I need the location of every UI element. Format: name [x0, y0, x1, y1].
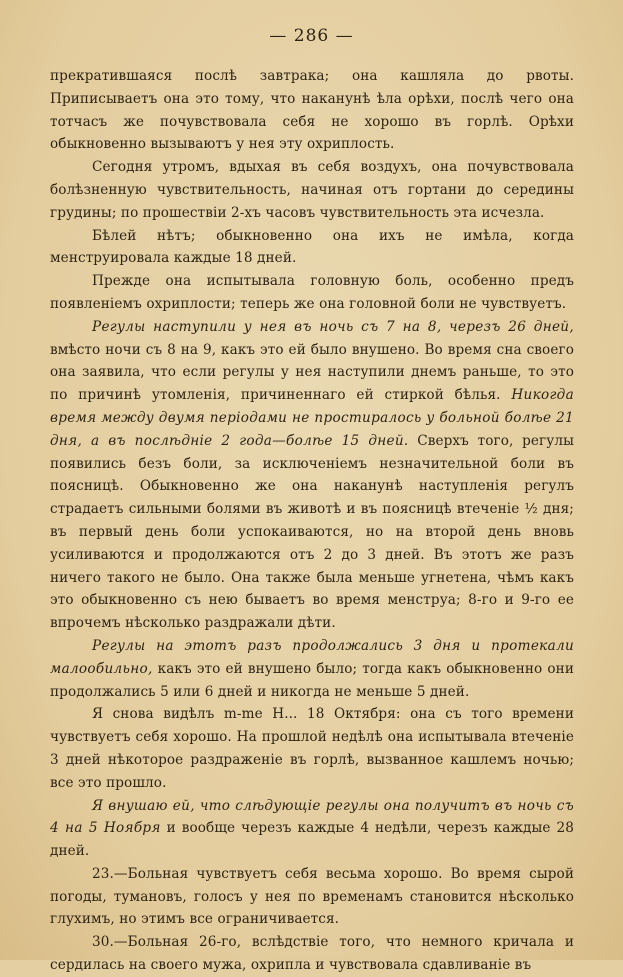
text-segment: вмѣсто ночи съ 8 на 9, какъ это ей было внушено. Во время сна своего она заявила, что если регулы у нея наступили днемъ раньше, то это по причинѣ утомленія, причиненнаго ей стиркой бѣлья. [50, 341, 574, 404]
paragraph [50, 635, 574, 703]
paragraph [50, 225, 574, 271]
paragraph [50, 270, 574, 316]
italic-text-segment: Регулы наступили у нея въ ночь съ 7 на 8, черезъ 26 дней, [92, 318, 574, 335]
text-segment: 23.—Больная чувствуетъ себя весьма хорошо. Во время сырой погоды, тумановъ, голосъ у нея по временамъ становится нѣсколько глухимъ, но этимъ все ограничивается. [50, 865, 574, 928]
italic-text-segment: Я внушаю ей, что слѣдующіе регулы она получитъ въ ночь съ 4 на 5 Ноября [50, 797, 574, 837]
text-segment: Сегодня утромъ, вдыхая въ себя воздухъ, она почувствовала болѣзненную чувствительность, начиная отъ гортани до середины грудины; по прошествіи 2-хъ часовъ чувствительность эта исчезла. [50, 159, 574, 221]
paragraph [50, 316, 574, 635]
italic-text-segment: Регулы на этотъ разъ продолжались 3 дня и протекали малообильно, [50, 637, 574, 677]
paragraph [50, 795, 574, 863]
text-segment: прекратившаяся послѣ завтрака; она кашляла до рвоты. Приписываетъ она это тому, что наканунѣ ѣла орѣхи, послѣ чего она тотчасъ же почувствовала себя не хорошо въ горлѣ. Орѣхи обыкновенно вызываютъ у нея эту охриплость. [50, 68, 574, 153]
paragraph [50, 65, 574, 156]
paragraph [50, 863, 574, 931]
paragraph [50, 156, 574, 224]
text-segment: какъ это ей внушено было; тогда какъ обыкновенно они продолжались 5 или 6 дней и никогда не меньше 5 дней. [50, 660, 574, 700]
paragraph [50, 931, 574, 977]
body-text [50, 65, 574, 977]
text-segment: Я снова видѣлъ m-me H... 18 Октября: она съ того времени чувствуетъ себя хорошо. На прошлой недѣлѣ она испытывала втеченіе 3 дней нѣкоторое раздраженіе въ горлѣ, вызванное кашлемъ ночью; все это прошло. [50, 706, 574, 791]
italic-text-segment: Никогда время между двумя періодами не простиралось у больной болѣе 21 дня, а въ послѣдніе 2 года—болѣе 15 дней. [50, 387, 574, 449]
text-segment: Сверхъ того, регулы появились безъ боли, за исключеніемъ незначительной боли въ поясницѣ. Обыкновенно же она наканунѣ наступленія регулъ страдаетъ сильными болями въ животѣ и въ поясницѣ втеченіе ½ дня; въ первый день боли успокаиваются, но на второй день вновь усиливаются и продолжаются отъ 2 до 3 дней. Въ этотъ же разъ ничего такого не было. Она также была меньше угнетена, чѣмъ какъ это обыкновенно съ нею бываетъ во время менструа; 8-го и 9-го ее впрочемъ нѣсколько раздражали дѣти. [50, 432, 575, 632]
paragraph [50, 703, 574, 794]
text-segment: Бѣлей нѣтъ; обыкновенно она ихъ не имѣла, когда менструировала каждые 18 дней. [50, 227, 574, 267]
page-number: — 286 — [269, 26, 354, 46]
text-segment: 30.—Больная 26-го, вслѣдствіе того, что немного кричала и сердилась на своего мужа, охрипла и чувствовала сдавливаніе въ [50, 934, 574, 974]
text-segment: Прежде она испытывала головную боль, особенно предъ появленіемъ охриплости; теперь же она головной боли не чувствуетъ. [50, 273, 574, 312]
text-segment: и вообще черезъ каждые 4 недѣли, черезъ каждые 28 дней. [50, 820, 574, 860]
